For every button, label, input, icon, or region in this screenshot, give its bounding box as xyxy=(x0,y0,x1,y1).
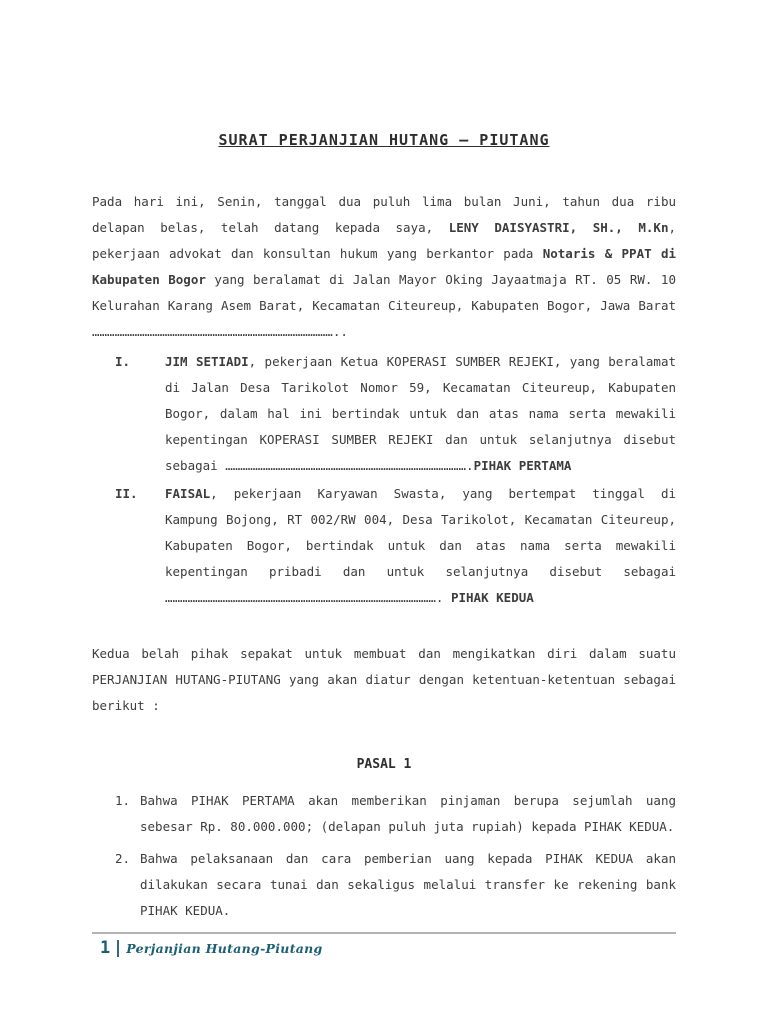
section-heading-pasal-1: PASAL 1 xyxy=(356,757,412,772)
clause-number: 2. xyxy=(115,851,131,866)
party-item-first xyxy=(92,349,676,479)
pasal-1-clauses xyxy=(92,788,676,924)
footer-separator xyxy=(117,940,119,957)
party-description: JIM SETIADI, pekerjaan Ketua KOPERASI SUMBER REJEKI, yang beralamat di Jalan Desa Tarikolot Nomor 59, Kecamatan Citeureup, Kabupaten Bogor, dalam hal ini bertindak untuk dan atas nama serta mewakili kepentingan KOPERASI SUMBER REJEKI dan untuk selanjutnya disebut sebagai …………………………………………………………………………………….PIHAK PERTAMA xyxy=(165,354,676,473)
party-numeral: I. xyxy=(115,354,131,369)
parties-list xyxy=(92,349,676,611)
clause-text: Bahwa pelaksanaan dan cara pemberian uang kepada PIHAK KEDUA akan dilakukan secara tunai dan sekaligus melalui transfer ke rekening bank PIHAK KEDUA. xyxy=(140,851,676,918)
intro-paragraph: Pada hari ini, Senin, tanggal dua puluh lima bulan Juni, tahun dua ribu delapan belas, telah datang kepada saya, LENY DAISYASTRI, SH., M.Kn, pekerjaan advokat dan konsultan hukum yang berkantor pada Notaris & PPAT di Kabupaten Bogor yang beralamat di Jalan Mayor Oking Jayaatmaja RT. 05 RW. 10 Kelurahan Karang Asem Barat, Kecamatan Citeureup, Kabupaten Bogor, Jawa Barat …………………………………………………………………………………….. xyxy=(92,194,676,339)
clause-item-2 xyxy=(92,846,676,924)
party-numeral: II. xyxy=(115,486,138,501)
clause-item-1 xyxy=(92,788,676,840)
party-item-second xyxy=(92,481,676,611)
footer-document-title: Perjanjian Hutang-Piutang xyxy=(126,940,323,956)
clause-text: Bahwa PIHAK PERTAMA akan memberikan pinjaman berupa sejumlah uang sebesar Rp. 80.000.000; (delapan puluh juta rupiah) kepada PIHAK KEDUA. xyxy=(140,793,676,834)
page-footer xyxy=(92,932,676,958)
page-number: 1 xyxy=(100,938,111,958)
document-title: SURAT PERJANJIAN HUTANG – PIUTANG xyxy=(218,131,550,149)
party-description: FAISAL, pekerjaan Karyawan Swasta, yang bertempat tinggal di Kampung Bojong, RT 002/RW 004, Desa Tarikolot, Kecamatan Citeureup, Kabupaten Bogor, bertindak untuk dan atas nama serta mewakili kepentingan pribadi dan untuk selanjutnya disebut sebagai ………………………………………………………………………………………………. PIHAK KEDUA xyxy=(165,486,676,605)
clause-number: 1. xyxy=(115,793,131,808)
footer-content xyxy=(92,938,676,958)
footer-divider xyxy=(92,932,676,934)
agreement-paragraph: Kedua belah pihak sepakat untuk membuat dan mengikatkan diri dalam suatu PERJANJIAN HUTANG-PIUTANG yang akan diatur dengan ketentuan-ketentuan sebagai berikut : xyxy=(92,646,676,713)
